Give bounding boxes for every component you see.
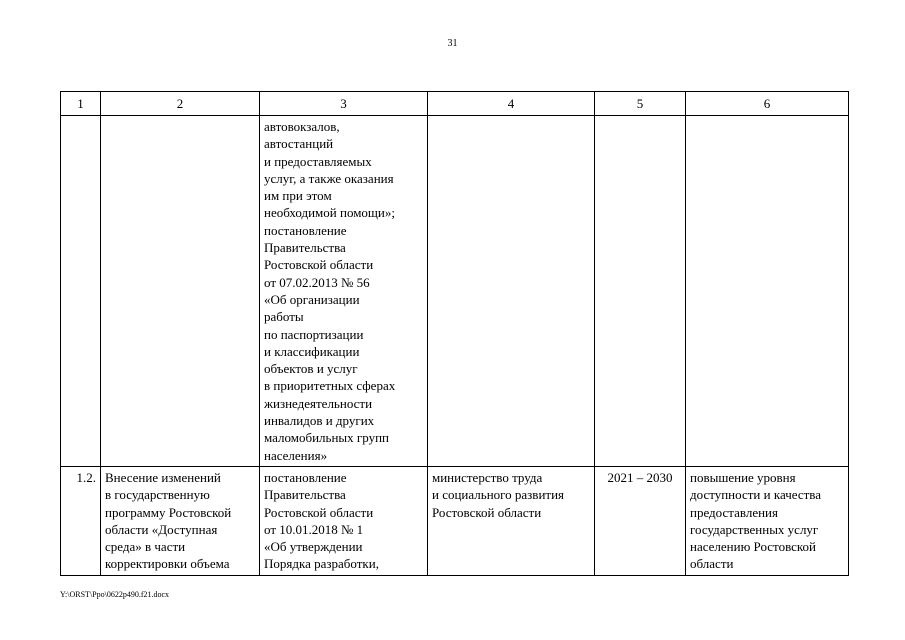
text-line: маломобильных групп [264,430,389,446]
text-line: и предоставляемых [264,153,372,169]
text-line: корректировки объема [105,556,230,572]
header-cell-1: 1 [61,92,101,116]
header-cell-2: 2 [101,92,260,116]
text-line: автовокзалов, [264,119,340,134]
row1-col5 [595,116,686,467]
text-line: и социального развития [432,487,565,503]
footer-file-path: Y:\ORST\Ppo\0622p490.f21.docx [60,590,170,599]
row1-col1 [61,116,101,467]
text-line: от 07.02.2013 № 56 [264,274,370,290]
text-line: объектов и услуг [264,361,358,377]
document-table [60,91,849,576]
text-line: программу Ростовской [105,504,232,520]
text-line: области [690,556,734,572]
row1-col6 [686,116,849,467]
text-line: доступности и качества [690,487,822,503]
row2-col6 [686,466,849,575]
text-line: «Об утверждении [264,539,363,555]
text-line: и классификации [264,343,360,359]
text-line: области «Доступная [105,521,218,537]
header-cell-6: 6 [686,92,849,116]
text-line: населению Ростовской [690,539,817,555]
text-line: «Об организации [264,291,360,307]
text-line: по паспортизации [264,326,364,342]
text-line: Внесение изменений [105,469,221,485]
text-line: Ростовской области [264,504,374,520]
row2-col4 [428,466,595,575]
text-line: министерство труда [432,469,543,485]
text-line: Порядка разработки, [264,556,379,572]
text-line: предоставления [690,504,778,520]
header-cell-4: 4 [428,92,595,116]
text-line: в приоритетных сферах [264,378,396,394]
row1-col3 [260,116,428,467]
page-number: 31 [447,38,458,49]
text-line: жизнедеятельности [264,395,373,411]
row2-col3 [260,466,428,575]
text-line: Правительства [264,240,346,256]
table-row [61,116,849,467]
header-cell-5: 5 [595,92,686,116]
text-line: среда» в части [105,539,186,555]
text-line: работы [264,309,304,325]
row2-period: 2021 – 2030 [595,466,686,575]
text-line: государственных услуг [690,521,819,537]
text-line: от 10.01.2018 № 1 [264,521,364,537]
text-line: необходимой помощи»; [264,205,395,221]
text-line: повышение уровня [690,469,796,485]
row1-col2 [101,116,260,467]
text-line: автостанций [264,136,334,152]
text-line: в государственную [105,487,210,503]
row2-number: 1.2. [61,466,101,575]
text-line: постановление [264,222,347,238]
header-row [61,92,849,116]
text-line: Ростовской области [264,257,374,273]
text-line: инвалидов и других [264,413,375,429]
text-line: услуг, а также оказания [264,170,394,186]
table-row [61,466,849,575]
text-line: постановление [264,469,347,485]
text-line: Правительства [264,487,346,503]
text-line: им при этом [264,188,332,204]
header-cell-3: 3 [260,92,428,116]
row1-col4 [428,116,595,467]
row2-col2 [101,466,260,575]
text-line: Ростовской области [432,504,542,520]
text-line: населения» [264,447,328,463]
